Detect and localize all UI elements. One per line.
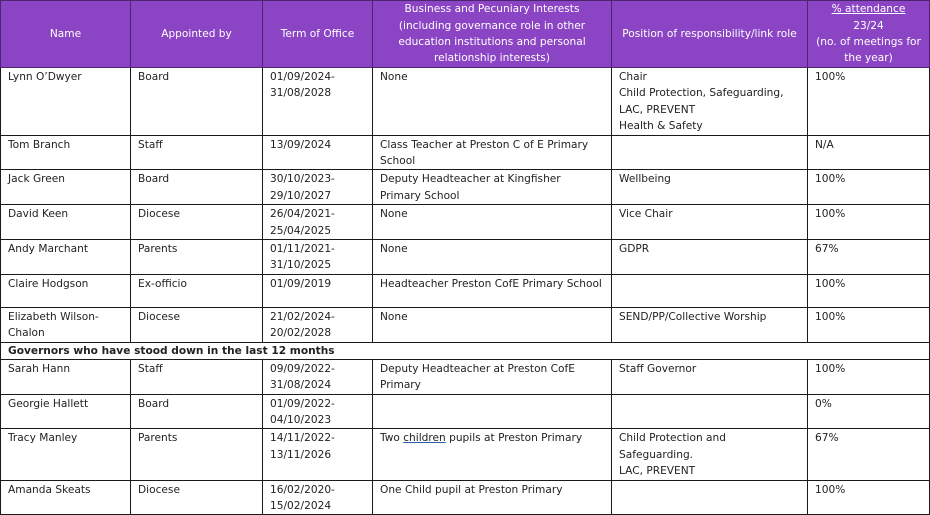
table-row xyxy=(1,240,930,275)
cell-appointed-by: Board xyxy=(131,394,263,429)
cell-attendance: 100% xyxy=(808,480,930,515)
cell-attendance: 100% xyxy=(808,205,930,240)
cell-position xyxy=(612,274,808,307)
cell-term xyxy=(263,359,373,394)
term-start: 13/09/2024 xyxy=(270,138,332,151)
cell-attendance: N/A xyxy=(808,135,930,170)
cell-position: Staff Governor xyxy=(612,359,808,394)
cell-position: Vice Chair xyxy=(612,205,808,240)
header-term-of-office: Term of Office xyxy=(263,1,373,68)
cell-attendance: 100% xyxy=(808,68,930,136)
term-end: 25/04/2025 xyxy=(270,224,332,237)
cell-name: Andy Marchant xyxy=(1,240,131,275)
table-row xyxy=(1,394,930,429)
header-appointed-by: Appointed by xyxy=(131,1,263,68)
cell-appointed-by: Staff xyxy=(131,135,263,170)
cell-appointed-by: Parents xyxy=(131,429,263,480)
cell-position xyxy=(612,394,808,429)
cell-name: Amanda Skeats xyxy=(1,480,131,515)
cell-interests xyxy=(373,394,612,429)
term-end: 31/08/2028 xyxy=(270,87,332,100)
cell-attendance: 100% xyxy=(808,359,930,394)
header-row xyxy=(1,1,930,68)
cell-interests: None xyxy=(373,205,612,240)
cell-appointed-by: Diocese xyxy=(131,307,263,342)
term-end: 13/11/2026 xyxy=(270,448,332,461)
position-line: Child Protection, Safeguarding, LAC, PREVENT xyxy=(619,87,784,116)
cell-name: Claire Hodgson xyxy=(1,274,131,307)
position-line: LAC, PREVENT xyxy=(619,465,696,478)
term-start: 01/09/2019 xyxy=(270,277,332,290)
term-start: 30/10/2023- xyxy=(270,173,335,186)
table-row xyxy=(1,274,930,307)
term-start: 01/09/2024- xyxy=(270,71,335,83)
cell-name: Georgie Hallett xyxy=(1,394,131,429)
cell-term xyxy=(263,135,373,170)
cell-term xyxy=(263,240,373,275)
cell-position: SEND/PP/Collective Worship xyxy=(612,307,808,342)
cell-attendance: 100% xyxy=(808,170,930,205)
cell-interests: Headteacher Preston CofE Primary School xyxy=(373,274,612,307)
cell-appointed-by: Diocese xyxy=(131,480,263,515)
cell-term xyxy=(263,480,373,515)
term-start: 14/11/2022- xyxy=(270,432,335,445)
interests-underlined-text: children xyxy=(403,432,446,445)
cell-term xyxy=(263,170,373,205)
cell-interests: None xyxy=(373,307,612,342)
cell-interests: Deputy Headteacher at Kingfisher Primary School xyxy=(373,170,612,205)
cell-interests: One Child pupil at Preston Primary xyxy=(373,480,612,515)
cell-interests xyxy=(373,429,612,480)
table-row xyxy=(1,480,930,515)
term-end: 15/02/2024 xyxy=(270,499,332,512)
cell-interests: None xyxy=(373,68,612,136)
table-row xyxy=(1,429,930,480)
cell-appointed-by: Ex-officio xyxy=(131,274,263,307)
cell-term xyxy=(263,68,373,136)
cell-name: Jack Green xyxy=(1,170,131,205)
term-end: 04/10/2023 xyxy=(270,413,332,426)
section-label: Governors who have stood down in the last 12 months xyxy=(1,342,930,359)
term-end: 20/02/2028 xyxy=(270,327,332,340)
section-row xyxy=(1,342,930,359)
attendance-title: % attendance xyxy=(831,3,906,16)
position-line: Health & Safety xyxy=(619,120,703,133)
interests-text: pupils at Preston Primary xyxy=(445,432,583,445)
cell-appointed-by: Board xyxy=(131,170,263,205)
term-start: 26/04/2021- xyxy=(270,208,335,221)
term-start: 21/02/2024- xyxy=(270,310,335,323)
header-name: Name xyxy=(1,1,131,68)
cell-interests: Class Teacher at Preston C of E Primary School xyxy=(373,135,612,170)
header-interests: Business and Pecuniary Interests (including governance role in other education institutions and personal relationship interests) xyxy=(373,1,612,68)
cell-term xyxy=(263,394,373,429)
term-start: 01/09/2022- xyxy=(270,397,335,410)
cell-attendance: 67% xyxy=(808,240,930,275)
attendance-year: 23/24 xyxy=(853,19,884,32)
term-end: 31/10/2025 xyxy=(270,259,332,272)
table-row xyxy=(1,307,930,342)
cell-term xyxy=(263,274,373,307)
cell-name: Tom Branch xyxy=(1,135,131,170)
table-row xyxy=(1,205,930,240)
cell-interests: Deputy Headteacher at Preston CofE Primary xyxy=(373,359,612,394)
cell-name: Lynn O’Dwyer xyxy=(1,68,131,136)
cell-appointed-by: Staff xyxy=(131,359,263,394)
interests-text: Two xyxy=(380,432,404,445)
cell-name: David Keen xyxy=(1,205,131,240)
cell-appointed-by: Parents xyxy=(131,240,263,275)
cell-appointed-by: Diocese xyxy=(131,205,263,240)
cell-appointed-by: Board xyxy=(131,68,263,136)
cell-position xyxy=(612,429,808,480)
term-end: 31/08/2024 xyxy=(270,379,332,392)
position-line: Child Protection and Safeguarding. xyxy=(619,432,726,461)
header-position: Position of responsibility/link role xyxy=(612,1,808,68)
table-row xyxy=(1,68,930,136)
cell-interests: None xyxy=(373,240,612,275)
cell-position xyxy=(612,480,808,515)
cell-attendance: 100% xyxy=(808,307,930,342)
term-end: 29/10/2027 xyxy=(270,189,332,202)
cell-position xyxy=(612,68,808,136)
cell-position: GDPR xyxy=(612,240,808,275)
cell-attendance: 100% xyxy=(808,274,930,307)
cell-name: Tracy Manley xyxy=(1,429,131,480)
cell-attendance: 0% xyxy=(808,394,930,429)
cell-position xyxy=(612,135,808,170)
header-attendance xyxy=(808,1,930,68)
cell-term xyxy=(263,429,373,480)
cell-name: Elizabeth Wilson-Chalon xyxy=(1,307,131,342)
cell-name: Sarah Hann xyxy=(1,359,131,394)
table-row xyxy=(1,135,930,170)
term-start: 16/02/2020- xyxy=(270,483,335,496)
cell-term xyxy=(263,205,373,240)
term-start: 01/11/2021- xyxy=(270,243,335,256)
position-line: Chair xyxy=(619,71,647,83)
cell-position: Wellbeing xyxy=(612,170,808,205)
attendance-note: (no. of meetings for the year) xyxy=(816,36,921,65)
table-row xyxy=(1,359,930,394)
cell-attendance: 67% xyxy=(808,429,930,480)
cell-term xyxy=(263,307,373,342)
table-row xyxy=(1,170,930,205)
term-start: 09/09/2022- xyxy=(270,362,335,375)
